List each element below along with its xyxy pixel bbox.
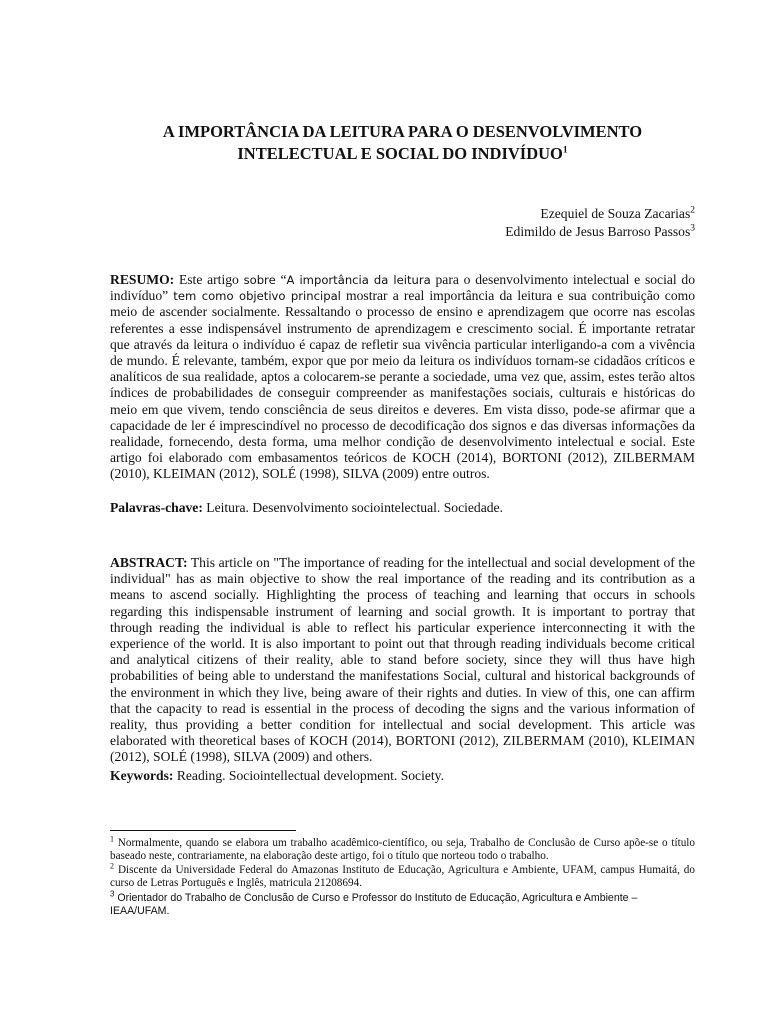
footnote-3-mark: 3 — [110, 889, 115, 899]
abstract-paragraph — [110, 555, 695, 766]
title-line-1: A IMPORTÂNCIA DA LEITURA PARA O DESENVOLVIMENTO — [162, 122, 643, 141]
footnote-3-text: Orientador do Trabalho de Conclusão de Curso e Professor do Instituto de Educação, Agricultura e Ambiente – IEAA/UFAM. — [110, 891, 638, 918]
author-2-name: Edimildo de Jesus Barroso Passos — [505, 224, 691, 239]
keywords — [110, 768, 695, 784]
title-line-2 — [110, 143, 695, 165]
resumo-text-3: para o desenvolvimento intelectual e social do indivíduo” — [110, 272, 695, 304]
footnote-1-text: Normalmente, quando se elabora um trabalho acadêmico-científico, ou seja, Trabalho de Conclusão de Curso apõe-se o título baseado neste, contrariamente, na elaboração deste artigo, foi o título que norteou todo o trabalho. — [110, 837, 695, 863]
resumo-paragraph — [110, 272, 695, 483]
abstract-text: This article on "The importance of reading for the intellectual and social development of the individual" has as main objective to show the real importance of the reading and its contribution as a means to ascend socially. Highlighting the process of teaching and learning that occurs in schools regarding this indispensable instrument of learning and social growth. It is important to portray that through reading the individual is able to reflect his particular experience interconnecting it with the experience of the world. It is also important to point out that through reading individuals become critical and analytical citizens of their reality, able to stand before society, since they will thus have high probabilities of being able to understand the manifestations Social, cultural and historical backgrounds of the environment in which they live, being aware of their rights and duties. In view of this, one can affirm that the capacity to read is essential in the process of decoding the signs and the various information of reality, thus providing a better condition for intellectual and social development. This article was elaborated with theoretical bases of KOCH (2014), BORTONI (2012), ZILBERMAM (2010), KLEIMAN (2012), SOLÉ (1998), SILVA (2009) and others. — [110, 555, 695, 765]
author-1-footnote-mark: 2 — [690, 205, 695, 216]
footnote-divider — [110, 830, 296, 831]
resumo-sans-2: A importância da leitura — [286, 273, 431, 287]
footnote-2-text: Discente da Universidade Federal do Amazonas Instituto de Educação, Agricultura e Ambiente, UFAM, campus Humaitá, do curso de Letras Português e Inglês, matricula 21208694. — [110, 863, 695, 890]
footnote-2-mark: 2 — [110, 861, 114, 871]
paper-title — [110, 121, 695, 165]
author-1 — [505, 205, 695, 223]
resumo-sans-1: sobre — [243, 273, 276, 287]
abstract-label: ABSTRACT: — [110, 555, 188, 570]
palavras-chave-label: Palavras-chave: — [110, 500, 203, 515]
resumo-text-4: mostrar a real importância da leitura e sua contribuição como meio de ascender socialmente. Ressaltando o processo de ensino e aprendizagem que ocorre nas escolas referentes a esse indispensável instrumento de aprendizagem e crescimento social. É importante retratar que através da leitura o indivíduo é capaz de refletir sua vivência particular interligando-a com a vivência de mundo. É relevante, também, expor que por meio da leitura os indivíduos tornam-se cidadãos críticos e analíticos de sua realidade, aptos a colocarem-se perante a sociedade, uma vez que, assim, estes terão altos índices de probabilidades de conseguir compreender as manifestações sociais, culturais e históricas do meio em que vivem, tendo consciência de seus direitos e deveres. Em vista disso, pode-se afirmar que a capacidade de ler é imprescindível no processo de decodificação dos signos e das diversas informações da realidade, fornecendo, desta forma, uma melhor condição de desenvolvimento intelectual e social. Este artigo foi elaborado com embasamentos teóricos de KOCH (2014), BORTONI (2012), ZILBERMAM (2010), KLEIMAN (2012), SOLÉ (1998), SILVA (2009) entre outros. — [110, 288, 696, 482]
title-footnote-mark: 1 — [562, 145, 568, 156]
footnote-2 — [110, 861, 695, 891]
footnote-3 — [110, 889, 695, 919]
keywords-label: Keywords: — [110, 768, 174, 783]
palavras-chave — [110, 500, 695, 516]
author-2 — [505, 223, 695, 241]
resumo-sans-3: tem como objetivo principal — [173, 289, 341, 304]
author-1-name: Ezequiel de Souza Zacarias — [540, 206, 691, 221]
palavras-chave-text: Leitura. Desenvolvimento sociointelectual. Sociedade. — [202, 500, 503, 515]
author-2-footnote-mark: 3 — [690, 223, 695, 234]
footnote-1 — [110, 834, 695, 864]
author-list — [505, 205, 695, 241]
title-line-2-text: INTELECTUAL E SOCIAL DO INDIVÍDUO — [237, 144, 563, 163]
resumo-label: RESUMO: — [110, 272, 175, 287]
resumo-text-1: Este artigo — [174, 272, 244, 287]
keywords-text: Reading. Sociointellectual development. Society. — [173, 768, 444, 783]
footnotes — [110, 834, 695, 919]
footnote-1-mark: 1 — [110, 834, 114, 844]
resumo-text-2: “ — [275, 272, 287, 287]
